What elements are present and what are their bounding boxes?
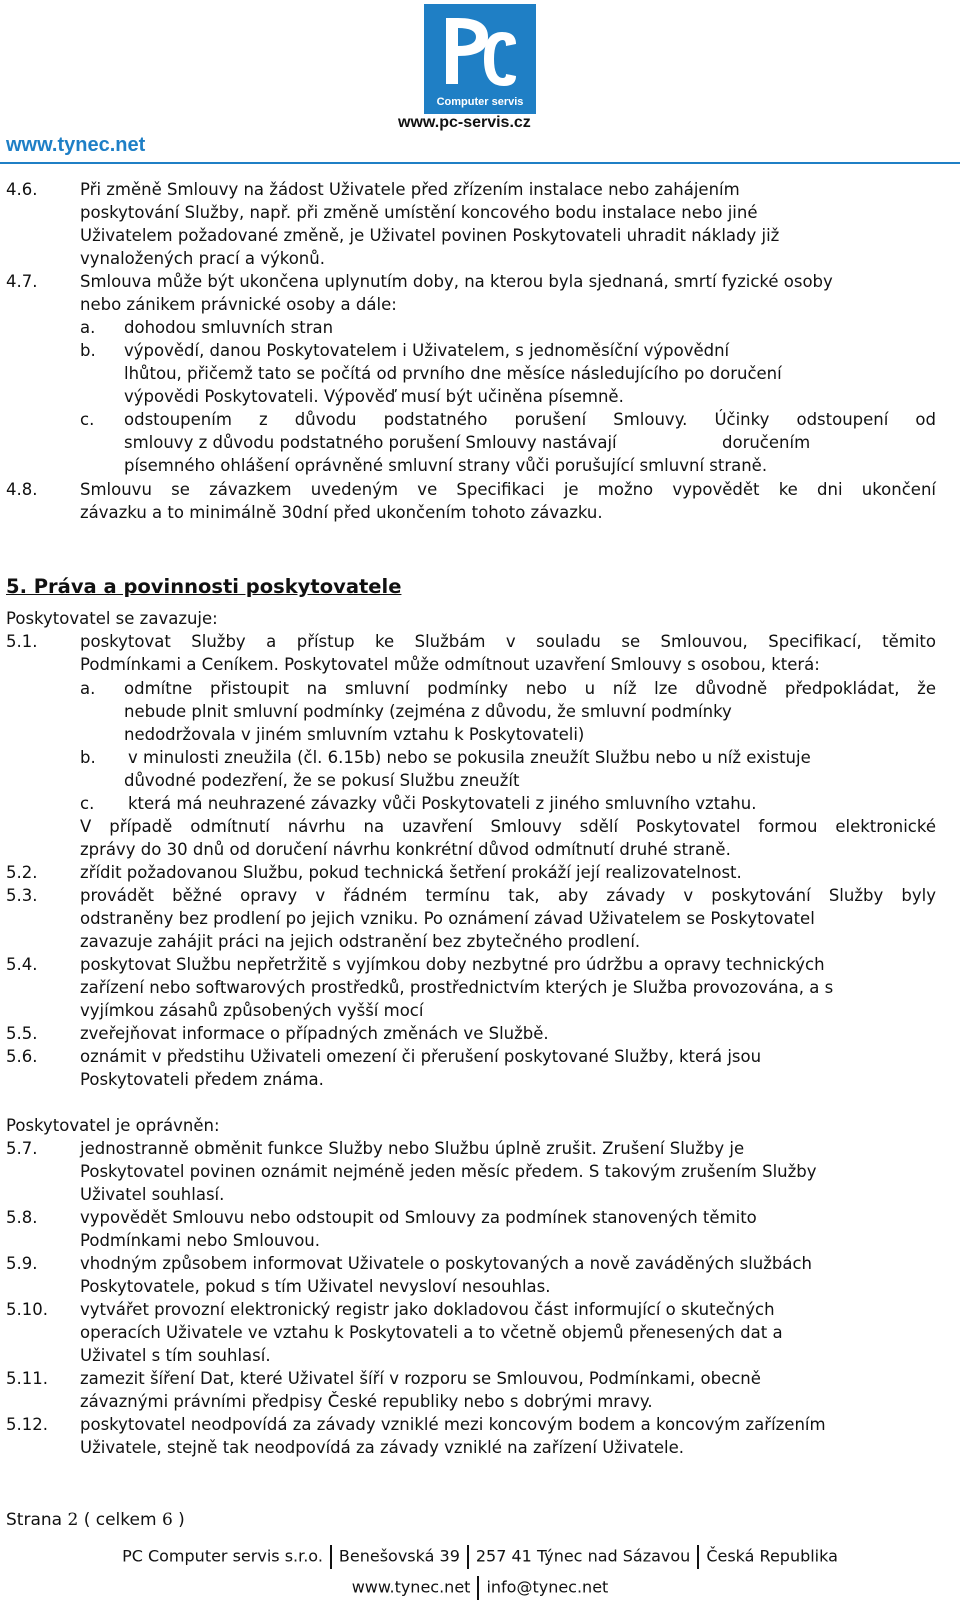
text-line: Uživatelem požadované změně, je Uživatel povinen Poskytovateli uhradit náklady již <box>80 226 780 245</box>
text-line: smlouvy z důvodu podstatného porušení Smlouvy nastávají <box>124 433 617 452</box>
list-marker: b. <box>80 748 96 767</box>
page-label: Strana <box>6 1510 63 1530</box>
text-line: vyjímkou zásahů způsobených vyšší mocí <box>80 1001 424 1020</box>
text-line: odstraněny bez prodlení po jejich vzniku. Po oznámení závad Uživatelem se Poskytovatel <box>80 909 815 928</box>
text-line: vypovědět Smlouvu nebo odstoupit od Smlouvy za podmínek stanovených těmito <box>80 1208 757 1227</box>
clause-number: 4.8. <box>6 480 38 499</box>
list-marker: a. <box>80 679 96 698</box>
clause-number: 5.1. <box>6 632 38 651</box>
page-mid: ( celkem <box>83 1510 157 1530</box>
text-line: písemného ohlášení oprávněné smluvní strany vůči porušující smluvní straně. <box>124 456 768 475</box>
text-line: Uživatel souhlasí. <box>80 1185 225 1204</box>
text-line: nedodržovala v jiném smluvním vztahu k Poskytovateli) <box>124 725 585 744</box>
text-line: zprávy do 30 dnů od doručení návrhu konkrétní důvod odmítnutí druhé straně. <box>80 840 731 859</box>
clause-number: 4.6. <box>6 180 38 199</box>
header-right-url[interactable]: www.pc-servis.cz <box>398 114 531 131</box>
header-divider <box>0 162 960 164</box>
footer-separator <box>467 1545 469 1569</box>
text-line: operacích Uživatele ve vztahu k Poskytovateli a to včetně objemů přenesených dat a <box>80 1323 783 1342</box>
footer-separator <box>477 1576 479 1600</box>
text-line: v minulosti zneužila (čl. 6.15b) nebo se pokusila zneužít Službu nebo u níž existuje <box>128 748 811 767</box>
text-line: zařízení nebo softwarových prostředků, prostřednictvím kterých je Služba provozována, a s <box>80 978 834 997</box>
clause-number: 5.6. <box>6 1047 38 1066</box>
page-end: ) <box>178 1510 185 1530</box>
text-line: Podmínkami a Ceníkem. Poskytovatel může odmítnout uzavření Smlouvy s osobou, která: <box>80 655 820 674</box>
page-total: 6 <box>161 1510 173 1530</box>
text-line: lhůtou, přičemž tato se počítá od prvního dne měsíce následujícího po doručení <box>124 364 782 383</box>
text-line: Uživatele, stejně tak neodpovídá za závady vzniklé na zařízení Uživatele. <box>80 1438 685 1457</box>
text-line: Poskytovatel je oprávněn: <box>6 1116 220 1135</box>
text-line: Poskytovatel se zavazuje: <box>6 609 218 628</box>
text-line: Uživatel s tím souhlasí. <box>80 1346 271 1365</box>
text-line: Při změně Smlouvy na žádost Uživatele před zřízením instalace nebo zahájením <box>80 180 740 199</box>
footer-email-link[interactable]: info@tynec.net <box>486 1577 609 1597</box>
text-line: výpovědi Poskytovateli. Výpověď musí být učiněna písemně. <box>124 387 624 406</box>
list-marker: c. <box>80 794 95 813</box>
text-line: vhodným způsobem informovat Uživatele o poskytovaných a nově zaváděných službách <box>80 1254 812 1273</box>
text-line: provádět běžné opravy v řádném termínu tak, aby závady v poskytování Služby byly <box>80 886 936 905</box>
list-marker: a. <box>80 318 96 337</box>
text-line: která má neuhrazené závazky vůči Poskytovateli z jiného smluvního vztahu. <box>128 794 757 813</box>
text-line: Poskytovatele, pokud s tím Uživatel nevysloví nesouhlas. <box>80 1277 551 1296</box>
text-line: zavazuje zahájit práci na jejich odstranění bez zbytečného prodlení. <box>80 932 641 951</box>
page-current: 2 <box>67 1510 79 1530</box>
text-line: doručením <box>722 433 811 452</box>
header-left-url[interactable]: www.tynec.net <box>6 134 146 156</box>
text-line: Poskytovatel povinen oznámit nejméně jeden měsíc předem. S takovým zrušením Služby <box>80 1162 817 1181</box>
text-line: Smlouva může být ukončena uplynutím doby, na kterou byla sjednaná, smrtí fyzické osoby <box>80 272 833 291</box>
footer-separator <box>330 1545 332 1569</box>
clause-number: 5.2. <box>6 863 38 882</box>
footer-company: PC Computer servis s.r.o. <box>122 1546 323 1566</box>
text-line: zveřejňovat informace o případných změnách ve Službě. <box>80 1024 549 1043</box>
text-line: poskytování Služby, např. při změně umístění koncového bodu instalace nebo jiné <box>80 203 758 222</box>
clause-number: 5.11. <box>6 1369 48 1388</box>
text-line: nebo zánikem právnické osoby a dále: <box>80 295 397 314</box>
clause-number: 5.4. <box>6 955 38 974</box>
text-line: zřídit požadovanou Službu, pokud technická šetření prokáží její realizovatelnost. <box>80 863 742 882</box>
text-line: odmítne přistoupit na smluvní podmínky nebo u níž lze důvodně předpokládat, že <box>124 679 936 698</box>
text-line: Poskytovateli předem známa. <box>80 1070 324 1089</box>
list-marker: b. <box>80 341 96 360</box>
text-line: dohodou smluvních stran <box>124 318 334 337</box>
text-line: výpovědí, danou Poskytovatelem i Uživatelem, s jednoměsíční výpovědní <box>124 341 730 360</box>
footer-city: 257 41 Týnec nad Sázavou <box>475 1546 691 1566</box>
text-line: vytvářet provozní elektronický registr jako dokladovou část informující o skutečných <box>80 1300 775 1319</box>
footer-address <box>0 1545 960 1569</box>
text-line: Smlouvu se závazkem uvedeným ve Specifikaci je možno vypovědět ke dni ukončení <box>80 480 936 499</box>
footer-web-link[interactable]: www.tynec.net <box>351 1577 471 1597</box>
text-line: Podmínkami nebo Smlouvou. <box>80 1231 320 1250</box>
text-line: vynaložených prací a výkonů. <box>80 249 325 268</box>
text-line: V případě odmítnutí návrhu na uzavření Smlouvy sdělí Poskytovatel formou elektronické <box>80 817 936 836</box>
list-marker: c. <box>80 410 95 429</box>
clause-number: 5.3. <box>6 886 38 905</box>
footer-street: Benešovská 39 <box>338 1546 460 1566</box>
clause-number: 5.12. <box>6 1415 48 1434</box>
text-line: nebude plnit smluvní podmínky (zejména z důvodu, že smluvní podmínky <box>124 702 732 721</box>
clause-number: 5.7. <box>6 1139 38 1158</box>
clause-number: 5.8. <box>6 1208 38 1227</box>
section-title: 5. Práva a povinnosti poskytovatele <box>6 575 402 598</box>
clause-number: 5.9. <box>6 1254 38 1273</box>
text-line: zamezit šíření Dat, které Uživatel šíří v rozporu se Smlouvou, Podmínkami, obecně <box>80 1369 761 1388</box>
footer-separator <box>697 1545 699 1569</box>
footer-country: Česká Republika <box>706 1546 838 1566</box>
text-line: poskytovatel neodpovídá za závady vzniklé mezi koncovým bodem a koncovým zařízením <box>80 1415 826 1434</box>
text-line: závaznými právními předpisy České republiky nebo s dobrými mravy. <box>80 1392 653 1411</box>
text-line: poskytovat Služby a přístup ke Službám v souladu se Smlouvou, Specifikací, těmito <box>80 632 936 651</box>
page-number <box>6 1509 185 1532</box>
text-line: jednostranně obměnit funkce Služby nebo Službu úplně zrušit. Zrušení Služby je <box>80 1139 745 1158</box>
text-line: závazku a to minimálně 30dní před ukončením tohoto závazku. <box>80 503 603 522</box>
company-logo <box>424 4 536 114</box>
clause-number: 5.10. <box>6 1300 48 1319</box>
clause-number: 5.5. <box>6 1024 38 1043</box>
text-line: odstoupením z důvodu podstatného porušení Smlouvy. Účinky odstoupení od <box>124 410 936 429</box>
text-line: důvodné podezření, že se pokusí Službu zneužít <box>124 771 520 790</box>
text-line: poskytovat Službu nepřetržitě s vyjímkou doby nezbytné pro údržbu a opravy technických <box>80 955 825 974</box>
logo-text: Computer servis <box>436 96 524 108</box>
footer-contacts <box>0 1576 960 1600</box>
text-line: oznámit v předstihu Uživateli omezení či přerušení poskytované Služby, která jsou <box>80 1047 762 1066</box>
clause-number: 4.7. <box>6 272 38 291</box>
